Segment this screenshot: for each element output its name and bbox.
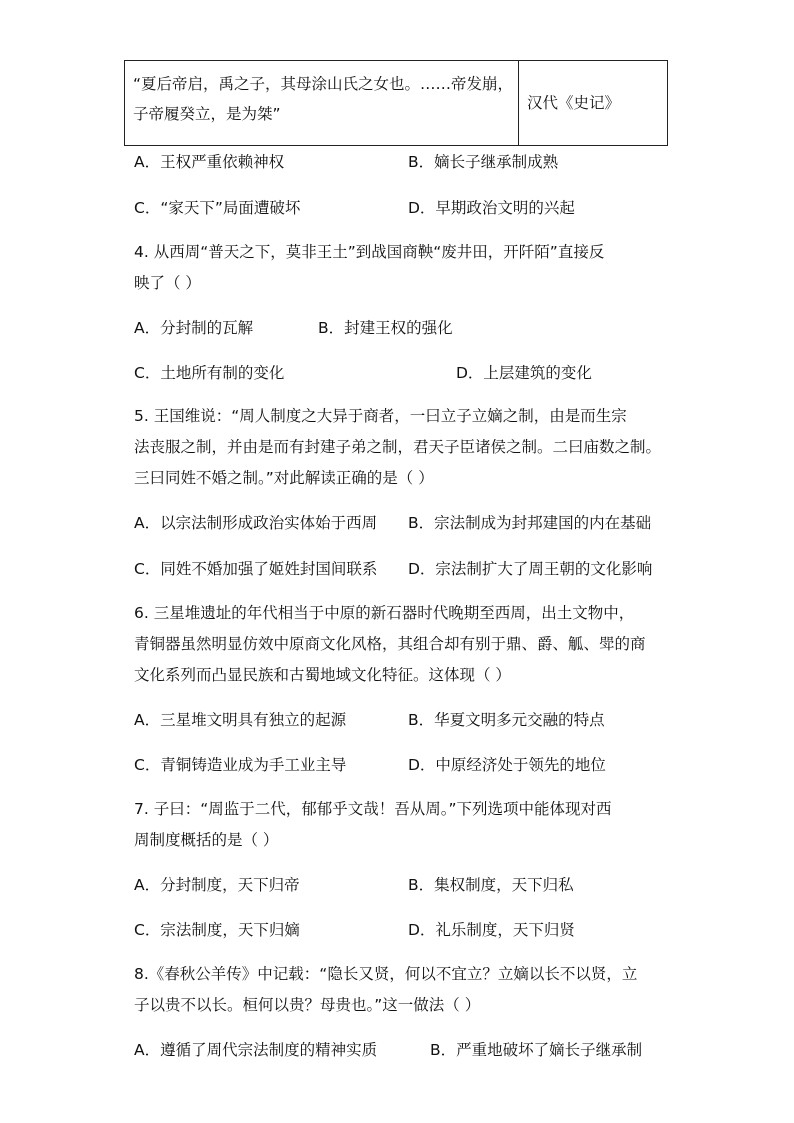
q6-option-b: B．华夏文明多元交融的特点 (408, 711, 605, 729)
q3-option-d: D．早期政治文明的兴起 (408, 199, 575, 217)
q4-option-d: D．上层建筑的变化 (456, 364, 592, 382)
q6-stem-line: 青铜器虽然明显仿效中原商文化风格，其组合却有别于鼎、爵、觚、斝的商 (134, 635, 646, 653)
q7-option-b: B．集权制度，天下归私 (408, 876, 574, 894)
quote-line: “夏后帝启，禹之子，其母涂山氏之女也。……帝发崩， (133, 75, 514, 93)
q5-option-d: D．宗法制扩大了周王朝的文化影响 (408, 560, 653, 578)
q4-stem-line: 4. 从西周“普天之下，莫非王土”到战国商鞅“废井田，开阡陌”直接反 (134, 243, 605, 261)
q5-option-b: B．宗法制成为封邦建国的内在基础 (408, 514, 652, 532)
q5-option-c: C．同姓不婚加强了姬姓封国间联系 (134, 560, 378, 578)
q4-option-b: B．封建王权的强化 (318, 319, 453, 337)
q8-stem-line: 子以贵不以长。桓何以贵？母贵也。”这一做法（ ） (134, 996, 481, 1014)
q7-option-c: C．宗法制度，天下归嫡 (134, 921, 300, 939)
q6-option-c: C．青铜铸造业成为手工业主导 (134, 756, 347, 774)
q5-option-a: A．以宗法制形成政治实体始于西周 (134, 514, 378, 532)
quote-line: 子帝履癸立，是为桀” (133, 105, 281, 123)
q4-option-c: C．土地所有制的变化 (134, 364, 285, 382)
q6-stem-line: 6. 三星堆遗址的年代相当于中原的新石器时代晚期至西周，出土文物中， (134, 604, 635, 622)
q7-stem-line: 7. 子曰：“周监于二代，郁郁乎文哉！吾从周。”下列选项中能体现对西 (134, 800, 612, 818)
q6-option-a: A．三星堆文明具有独立的起源 (134, 711, 347, 729)
q3-option-a: A．王权严重依赖神权 (134, 153, 285, 171)
source-cell: 汉代《史记》 (527, 94, 621, 112)
q5-stem-line: 5. 王国维说：“周人制度之大异于商者，一曰立子立嫡之制，由是而生宗 (134, 407, 627, 425)
q6-option-d: D．中原经济处于领先的地位 (408, 756, 606, 774)
q5-stem-line: 三曰同姓不婚之制。”对此解读正确的是（ ） (134, 469, 434, 487)
q3-option-c: C．“家天下”局面遭破坏 (134, 199, 301, 217)
q7-option-d: D．礼乐制度，天下归贤 (408, 921, 575, 939)
source-quote-table (124, 60, 668, 146)
q8-stem-line: 8.《春秋公羊传》中记载：“隐长又贤，何以不宜立？立嫡以长不以贤，立 (134, 965, 638, 983)
q7-option-a: A．分封制度，天下归帝 (134, 876, 300, 894)
q5-stem-line: 法丧服之制，并由是而有封建子弟之制，君天子臣诸侯之制。二曰庙数之制。 (134, 438, 662, 456)
q6-stem-line: 文化系列而凸显民族和古蜀地域文化特征。这体现（ ） (134, 666, 511, 684)
q7-stem-line: 周制度概括的是（ ） (134, 831, 279, 849)
quote-cell (125, 61, 519, 145)
q8-option-b: B．严重地破坏了嫡长子继承制 (430, 1041, 643, 1059)
q4-option-a: A．分封制的瓦解 (134, 319, 254, 337)
q3-option-b: B．嫡长子继承制成熟 (408, 153, 559, 171)
q8-option-a: A．遵循了周代宗法制度的精神实质 (134, 1041, 378, 1059)
q4-stem-line: 映了（ ） (134, 274, 201, 292)
